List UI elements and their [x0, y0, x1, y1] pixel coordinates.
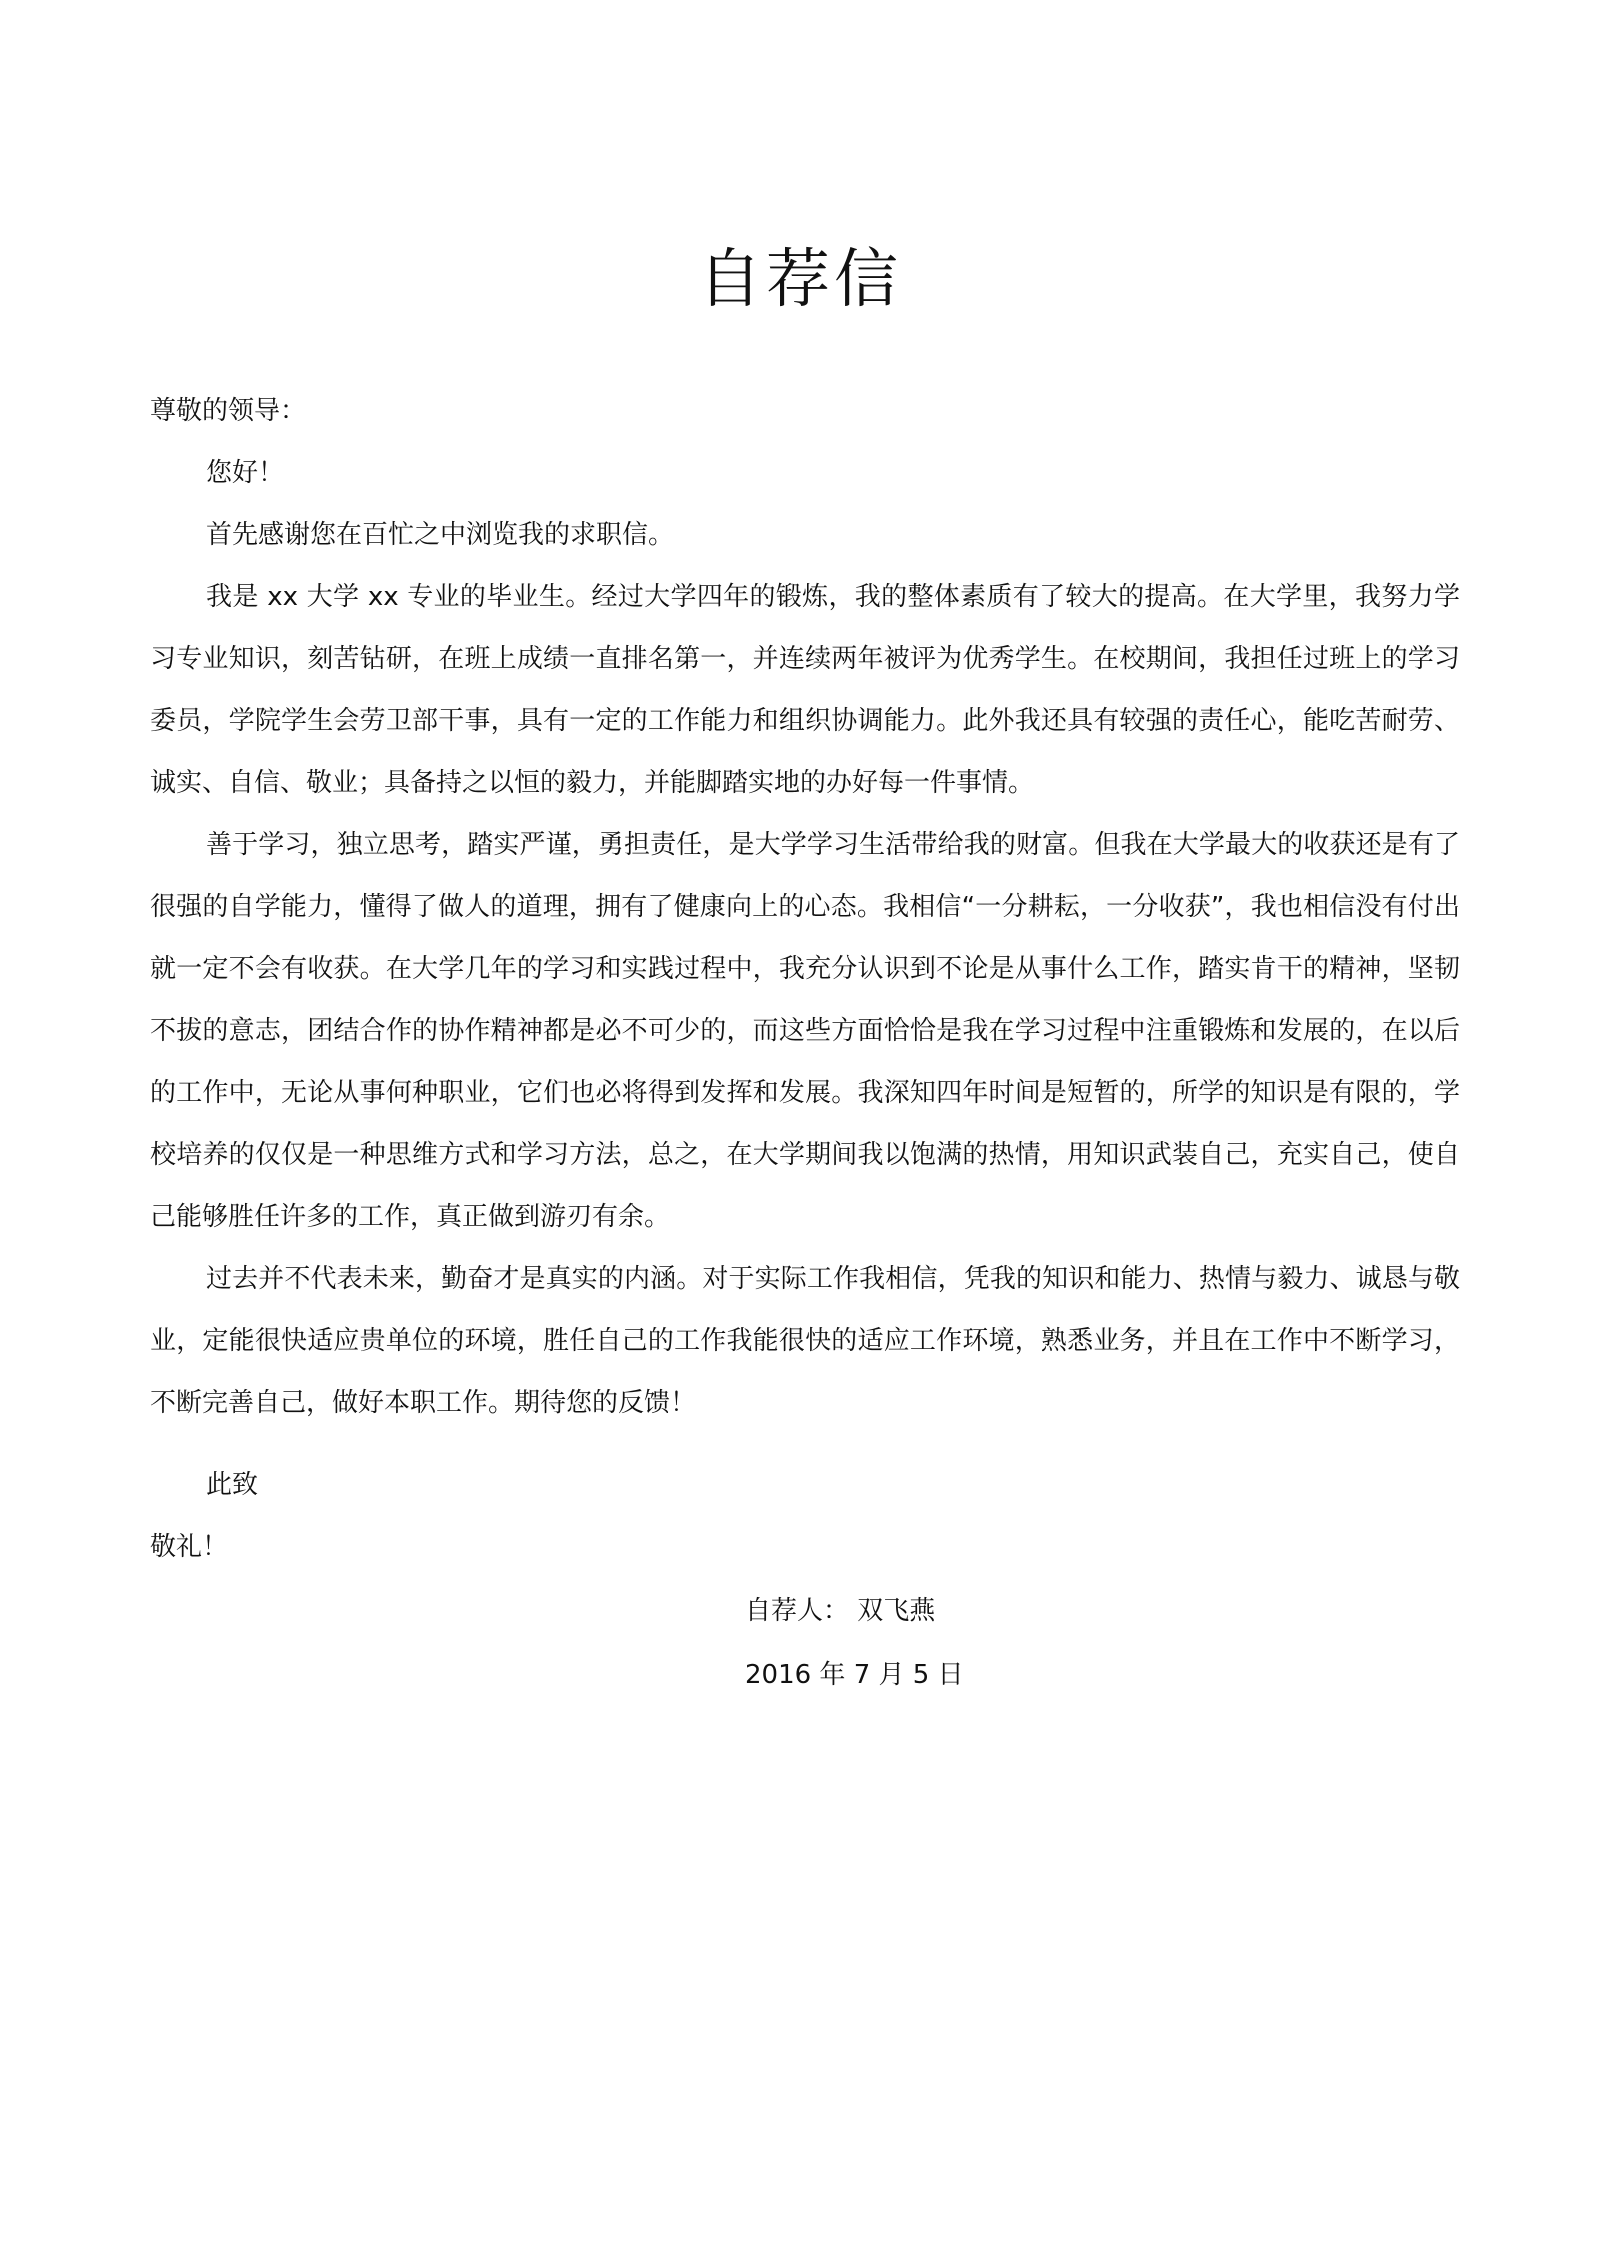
letter-title: 自荐信: [698, 243, 902, 317]
closing-2: 敬礼！: [150, 1532, 229, 1562]
closing-1: 此致: [206, 1470, 259, 1500]
greeting: 您好！: [206, 458, 285, 488]
paragraph-2: 我是 xx 大学 xx 专业的毕业生。经过大学四年的锻炼，我的整体素质有了较大的提高。在大学里，我努力学习专业知识，刻苦钻研，在班上成绩一直排名第一，并连续两年被评为优秀学生。在校期间，我担任过班上的学习委员，学院学生会劳卫部干事，具有一定的工作能力和组织协调能力。此外我还具有较强的责任心，能吃苦耐劳、诚实、自信、敬业；具备持之以恒的毅力，并能脚踏实地的办好每一件事情。: [150, 582, 1460, 798]
signature-date: 2016 年 7 月 5 日: [745, 1660, 964, 1690]
paragraph-1: 首先感谢您在百忙之中浏览我的求职信。: [206, 520, 675, 550]
letter-body: [150, 380, 1460, 1578]
salutation: 尊敬的领导：: [150, 396, 307, 426]
paragraph-3: 善于学习，独立思考，踏实严谨，勇担责任，是大学学习生活带给我的财富。但我在大学最大的收获还是有了很强的自学能力，懂得了做人的道理，拥有了健康向上的心态。我相信“一分耕耘，一分收获”，我也相信没有付出就一定不会有收获。在大学几年的学习和实践过程中，我充分认识到不论是从事什么工作，踏实肯干的精神，坚韧不拔的意志，团结合作的协作精神都是必不可少的，而这些方面恰恰是我在学习过程中注重锻炼和发展的，在以后的工作中，无论从事何种职业，它们也必将得到发挥和发展。我深知四年时间是短暂的，所学的知识是有限的，学校培养的仅仅是一种思维方式和学习方法，总之，在大学期间我以饱满的热情，用知识武装自己，充实自己，使自己能够胜任许多的工作，真正做到游刃有余。: [150, 830, 1460, 1232]
paragraph-4: 过去并不代表未来，勤奋才是真实的内涵。对于实际工作我相信，凭我的知识和能力、热情与毅力、诚恳与敬业，定能很快适应贵单位的环境，胜任自己的工作我能很快的适应工作环境，熟悉业务，并且在工作中不断学习，不断完善自己，做好本职工作。期待您的反馈！: [150, 1264, 1460, 1418]
signature: 自荐人： 双飞燕: [745, 1596, 936, 1626]
